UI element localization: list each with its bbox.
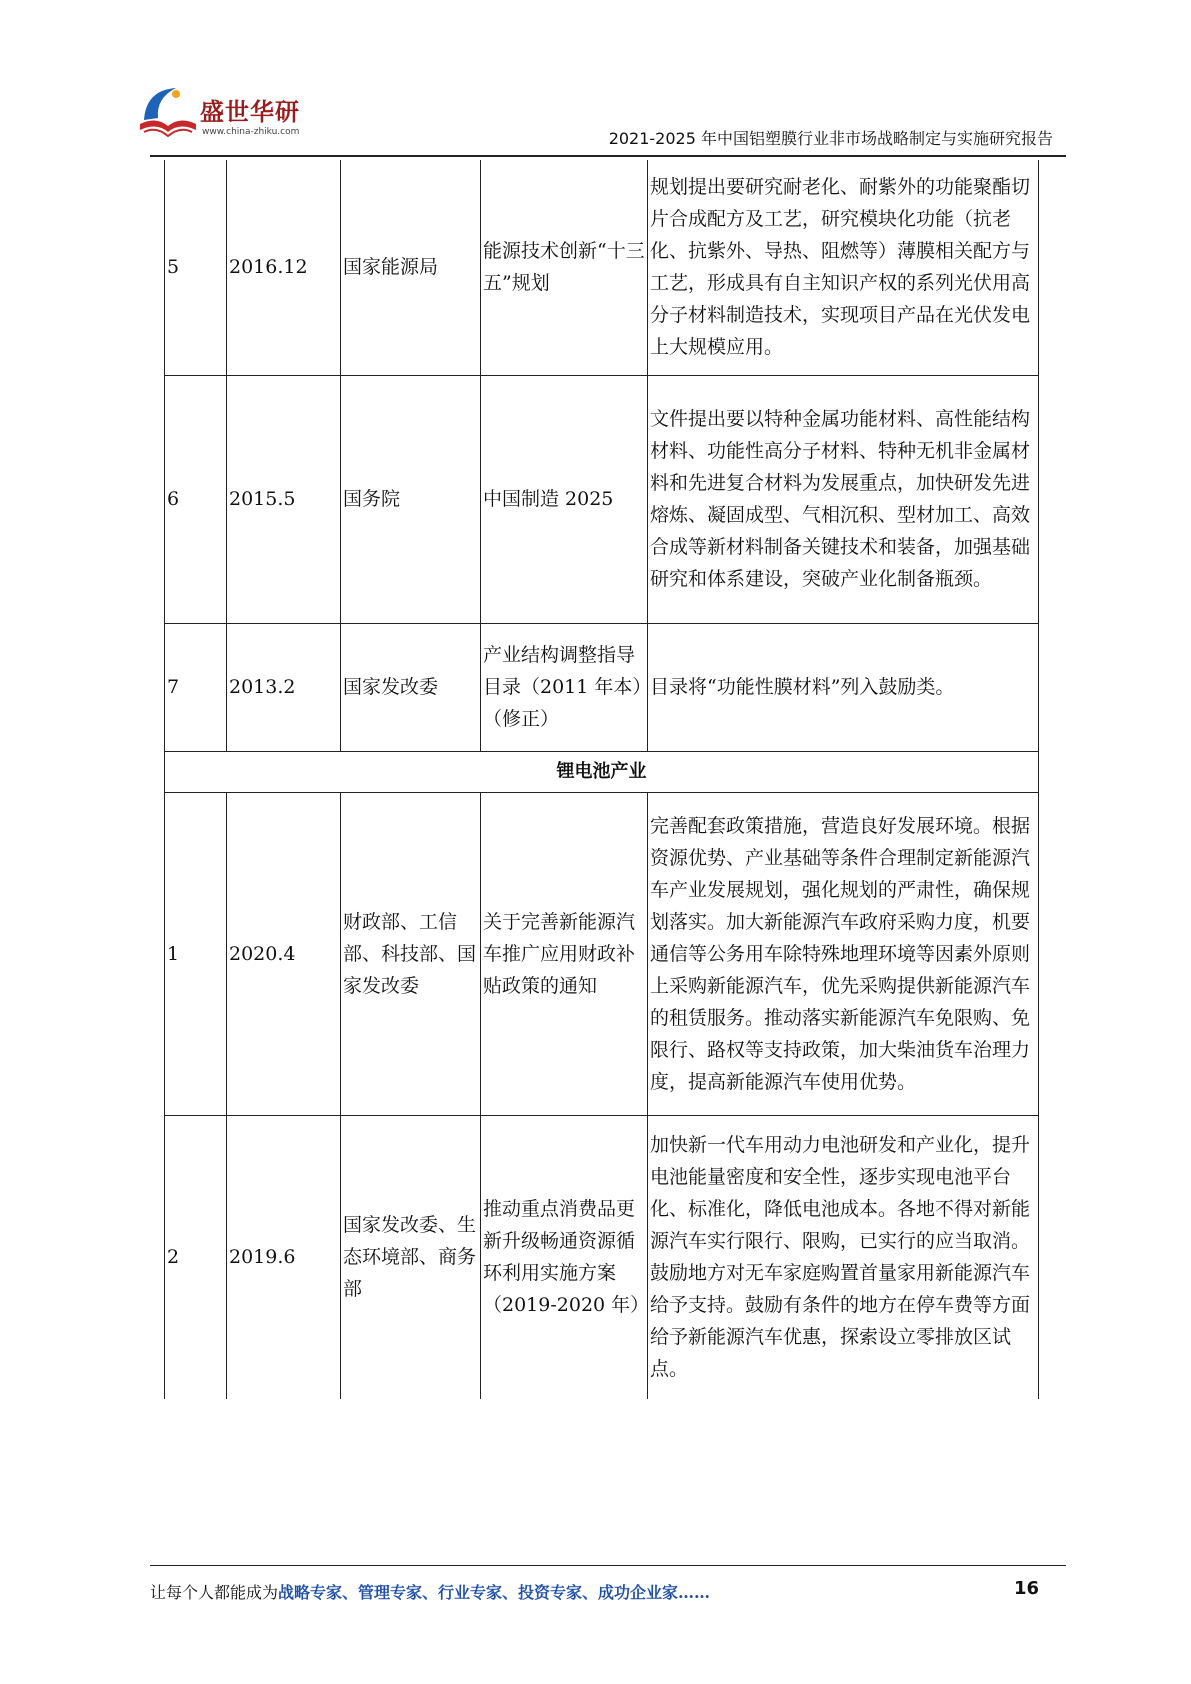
table-row xyxy=(165,1115,1039,1399)
cell-no: 2 xyxy=(165,1115,227,1399)
table-row xyxy=(165,623,1039,751)
cell-name: 能源技术创新“十三五”规划 xyxy=(481,160,648,375)
logo-text: 盛世华研 xyxy=(200,98,300,126)
cell-name: 中国制造 2025 xyxy=(481,375,648,623)
cell-name: 关于完善新能源汽车推广应用财政补贴政策的通知 xyxy=(481,792,648,1115)
slogan-prefix: 让每个人都能成为 xyxy=(150,1583,279,1602)
slogan-highlight: 战略专家、管理专家、行业专家、投资专家、成功企业家…… xyxy=(278,1583,711,1602)
cell-date: 2013.2 xyxy=(227,623,341,751)
footer-slogan xyxy=(150,1580,710,1603)
cell-org: 国家能源局 xyxy=(341,160,481,375)
cell-name: 推动重点消费品更新升级畅通资源循环利用实施方案（2019-2020 年） xyxy=(481,1115,648,1399)
section-title: 锂电池产业 xyxy=(165,751,1039,792)
report-title: 2021-2025 年中国铝塑膜行业非市场战略制定与实施研究报告 xyxy=(608,129,1053,148)
cell-date: 2015.5 xyxy=(227,375,341,623)
company-logo xyxy=(136,80,326,148)
logo-url: www.china-zhiku.com xyxy=(202,127,300,137)
header-divider xyxy=(150,155,1066,157)
cell-desc: 文件提出要以特种金属功能材料、高性能结构材料、功能性高分子材料、特种无机非金属材料和先进复合材料为发展重点，加快研发先进熔炼、凝固成型、气相沉积、型材加工、高效合成等新材料制备关键技术和装备，加强基础研究和体系建设，突破产业化制备瓶颈。 xyxy=(648,375,1039,623)
cell-org: 国务院 xyxy=(341,375,481,623)
cell-desc: 完善配套政策措施，营造良好发展环境。根据资源优势、产业基础等条件合理制定新能源汽车产业发展规划，强化规划的严肃性，确保规划落实。加大新能源汽车政府采购力度，机要通信等公务用车除特殊地理环境等因素外原则上采购新能源汽车，优先采购提供新能源汽车的租赁服务。推动落实新能源汽车免限购、免限行、路权等支持政策，加大柴油货车治理力度，提高新能源汽车使用优势。 xyxy=(648,792,1039,1115)
cell-date: 2020.4 xyxy=(227,792,341,1115)
section-header-row xyxy=(165,751,1039,792)
page-number: 16 xyxy=(1013,1578,1039,1599)
footer-divider xyxy=(150,1565,1066,1566)
cell-date: 2019.6 xyxy=(227,1115,341,1399)
cell-name: 产业结构调整指导目录（2011 年本）（修正） xyxy=(481,623,648,751)
cell-no: 1 xyxy=(165,792,227,1115)
table-row xyxy=(165,792,1039,1115)
logo-emblem-icon xyxy=(136,80,200,144)
cell-org: 国家发改委、生态环境部、商务部 xyxy=(341,1115,481,1399)
cell-no: 5 xyxy=(165,160,227,375)
policy-table xyxy=(164,160,1039,1399)
table-row xyxy=(165,375,1039,623)
cell-desc: 加快新一代车用动力电池研发和产业化，提升电池能量密度和安全性，逐步实现电池平台化、标准化，降低电池成本。各地不得对新能源汽车实行限行、限购，已实行的应当取消。鼓励地方对无车家庭购置首量家用新能源汽车给予支持。鼓励有条件的地方在停车费等方面给予新能源汽车优惠，探索设立零排放区试点。 xyxy=(648,1115,1039,1399)
cell-no: 6 xyxy=(165,375,227,623)
cell-no: 7 xyxy=(165,623,227,751)
cell-org: 财政部、工信部、科技部、国家发改委 xyxy=(341,792,481,1115)
cell-desc: 规划提出要研究耐老化、耐紫外的功能聚酯切片合成配方及工艺，研究模块化功能（抗老化、抗紫外、导热、阻燃等）薄膜相关配方与工艺，形成具有自主知识产权的系列光伏用高分子材料制造技术，实现项目产品在光伏发电上大规模应用。 xyxy=(648,160,1039,375)
cell-org: 国家发改委 xyxy=(341,623,481,751)
cell-date: 2016.12 xyxy=(227,160,341,375)
cell-desc: 目录将“功能性膜材料”列入鼓励类。 xyxy=(648,623,1039,751)
table-row xyxy=(165,160,1039,375)
